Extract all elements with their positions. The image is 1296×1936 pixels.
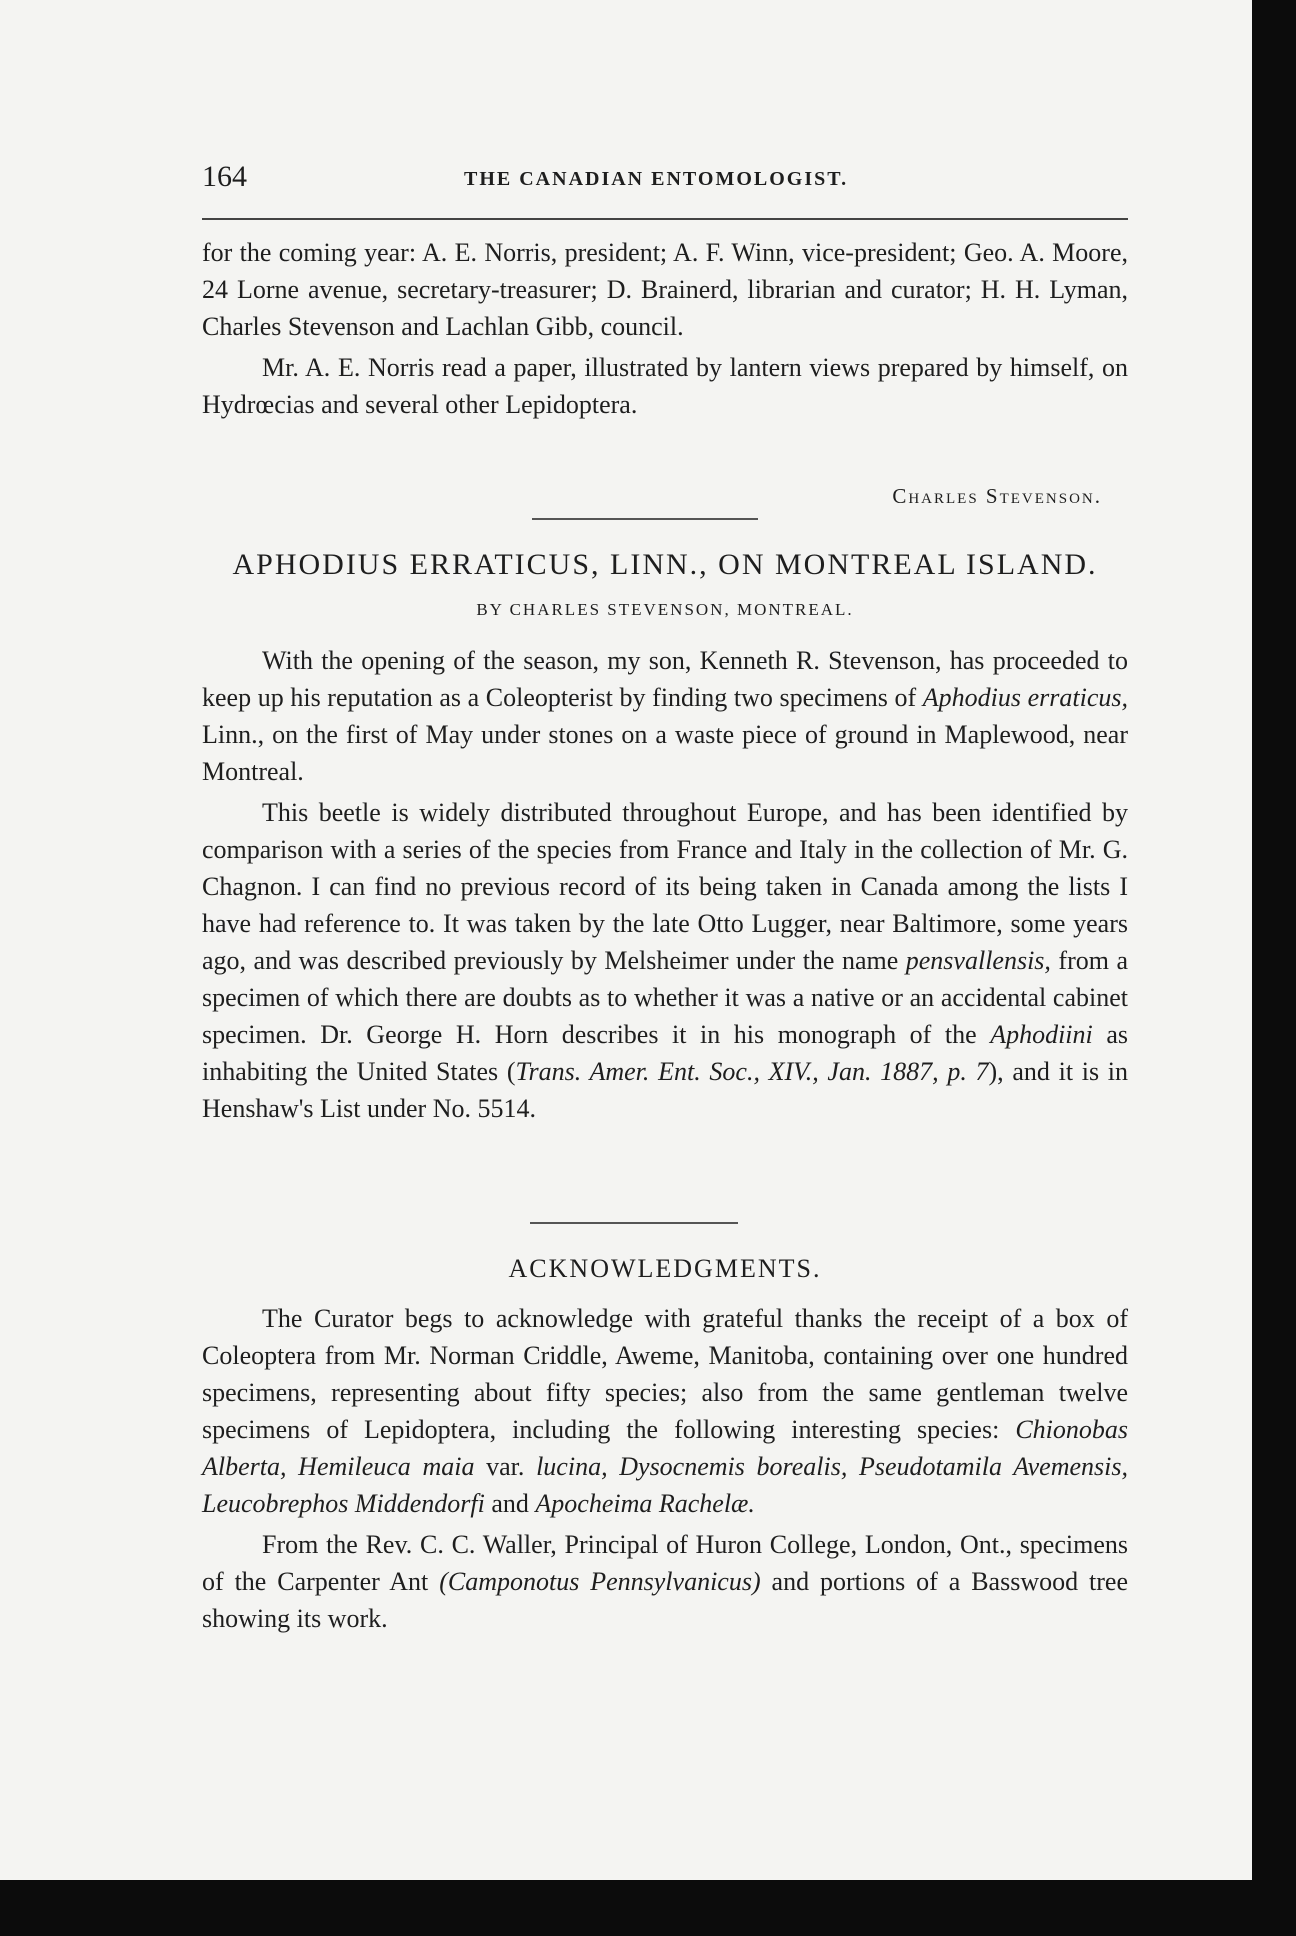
- acknowledgments-paragraph-2: From the Rev. C. C. Waller, Principal of Huron College, London, Ont., specimens of the Carpenter Ant (Camponotus Pennsylvanicus) and portions of a Basswood tree showing its work.: [202, 1530, 1128, 1633]
- header-rule: [202, 218, 1128, 220]
- acknowledgments-heading: ACKNOWLEDGMENTS.: [508, 1254, 822, 1283]
- article-paragraph-2: This beetle is widely distributed throughout Europe, and has been identified by comparison with a series of the species from France and Italy in the collection of Mr. G. Chagnon. I can find no previous record of its being taken in Canada among the lists I have had reference to. It was taken by the late Otto Lugger, near Baltimore, some years ago, and was described previously by Melsheimer under the name pensvallensis, from a specimen of which there are doubts as to whether it was a native or an accidental cabinet specimen. Dr. George H. Horn describes it in his monograph of the Aphodiini as inhabiting the United States (Trans. Amer. Ent. Soc., XIV., Jan. 1887, p. 7), and it is in Henshaw's List under No. 5514.: [202, 798, 1128, 1123]
- report-paragraph-officers: for the coming year: A. E. Norris, president; A. F. Winn, vice-president; Geo. A. Moore, 24 Lorne avenue, secretary-treasurer; D. Brainerd, librarian and curator; H. H. Lyman, Charles Stevenson and Lachlan Gibb, council.: [202, 238, 1128, 341]
- section-rule: [530, 1222, 738, 1224]
- report-signature: Charles Stevenson.: [892, 484, 1102, 508]
- article-paragraph-1: With the opening of the season, my son, Kenneth R. Stevenson, has proceeded to keep up his reputation as a Coleopterist by finding two specimens of Aphodius erraticus, Linn., on the first of May under stones on a waste piece of ground in Maplewood, near Montreal.: [202, 646, 1128, 786]
- acknowledgments-body: [202, 1300, 1128, 1637]
- page-header: [202, 160, 1128, 200]
- society-report: [202, 234, 1128, 423]
- article-byline: BY CHARLES STEVENSON, MONTREAL.: [476, 600, 854, 619]
- section-rule: [532, 518, 758, 520]
- species-name: pensvallensis,: [905, 946, 1051, 975]
- species-name: (Camponotus Pennsylvanicus): [439, 1567, 761, 1596]
- scan-border-right: [1252, 0, 1296, 1936]
- species-name: Aphodius erraticus,: [922, 683, 1128, 712]
- tribe-name: Aphodiini: [990, 1020, 1093, 1049]
- citation: Trans. Amer. Ent. Soc., XIV., Jan. 1887, p. 7: [515, 1057, 989, 1086]
- running-title: THE CANADIAN ENTOMOLOGIST.: [464, 168, 849, 190]
- article-title: APHODIUS ERRATICUS, LINN., ON MONTREAL ISLAND.: [232, 548, 1098, 581]
- article-body: [202, 642, 1128, 1127]
- acknowledgments-paragraph-1: The Curator begs to acknowledge with grateful thanks the receipt of a box of Coleoptera from Mr. Norman Criddle, Aweme, Manitoba, containing over one hundred specimens, representing about fifty species; also from the same gentleman twelve specimens of Lepidoptera, including the following interesting species: Chionobas Alberta, Hemileuca maia var. lucina, Dysocnemis borealis, Pseudotamila Avemensis, Leucobrephos Middendorfi and Apocheima Rachelæ.: [202, 1304, 1128, 1518]
- page-number: 164: [202, 160, 247, 193]
- report-paragraph-paper: Mr. A. E. Norris read a paper, illustrated by lantern views prepared by himself, on Hydrœcias and several other Lepidoptera.: [202, 353, 1128, 419]
- scan-border-bottom: [0, 1880, 1296, 1936]
